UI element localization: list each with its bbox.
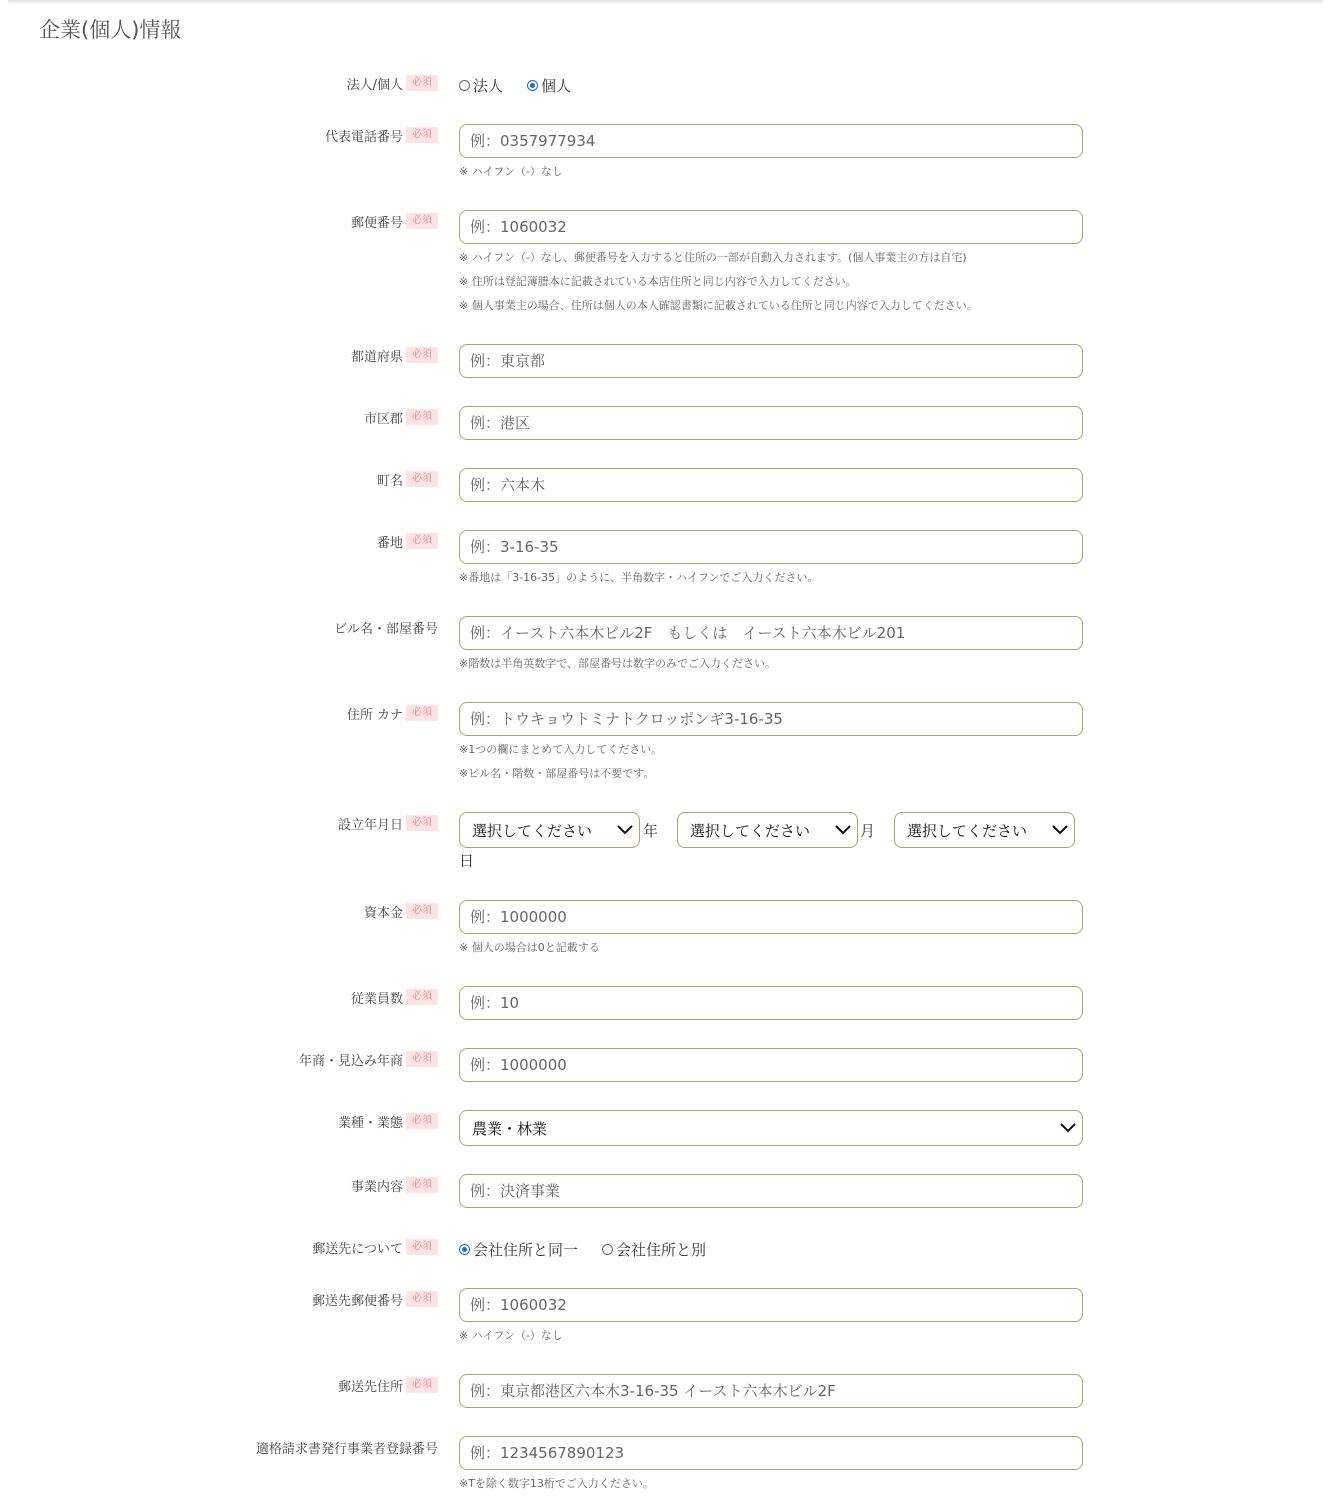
industry-value: 農業・林業 — [472, 1119, 548, 1138]
established-year-value: 選択してください — [472, 821, 593, 840]
required-badge: 必須 — [406, 75, 438, 91]
prefecture-input[interactable] — [459, 344, 1083, 378]
street-label: 番地 — [376, 535, 403, 551]
chevron-down-icon — [829, 820, 857, 840]
employees-label-wrap — [351, 988, 438, 1006]
day-unit: 日 — [459, 852, 475, 870]
entity-type-label-wrap — [347, 74, 438, 92]
radio-unchecked-icon[interactable] — [602, 1244, 613, 1255]
required-badge: 必須 — [406, 1113, 438, 1129]
annual-sales-label-wrap — [299, 1050, 438, 1068]
mail-address-label: 郵送先住所 — [337, 1379, 403, 1395]
postal-label-wrap — [351, 212, 438, 230]
radio-corporation-label: 法人 — [473, 76, 504, 95]
phone-input[interactable] — [459, 124, 1083, 158]
phone-label: 代表電話番号 — [324, 129, 403, 145]
established-day-select[interactable] — [894, 812, 1075, 848]
required-badge: 必須 — [406, 471, 438, 487]
mail-address-label-wrap — [338, 1376, 438, 1394]
radio-same-address[interactable] — [459, 1239, 578, 1260]
entity-type-radio-group — [459, 74, 571, 96]
mail-postal-label-wrap — [312, 1290, 438, 1308]
radio-unchecked-icon[interactable] — [459, 80, 470, 91]
chevron-down-icon — [1054, 1118, 1082, 1138]
entity-type-label: 法人/個人 — [346, 77, 403, 93]
address-kana-label: 住所 カナ — [346, 707, 403, 723]
established-year-select[interactable] — [459, 812, 640, 848]
radio-corporation[interactable] — [459, 75, 503, 96]
required-badge: 必須 — [406, 903, 438, 919]
postal-note-1: ※ ハイフン（-）なし、郵便番号を入力すると住所の一部が自動入力されます。(個人事業主の方は自宅) — [459, 251, 967, 264]
established-label: 設立年月日 — [337, 817, 403, 833]
required-badge: 必須 — [406, 127, 438, 143]
business-input[interactable] — [459, 1174, 1083, 1208]
required-badge: 必須 — [406, 533, 438, 549]
required-badge: 必須 — [406, 1239, 438, 1255]
town-label: 町名 — [376, 473, 403, 489]
city-label: 市区郡 — [363, 411, 403, 427]
required-badge: 必須 — [406, 1291, 438, 1307]
mail-address-input[interactable] — [459, 1374, 1083, 1408]
address-kana-label-wrap — [347, 704, 438, 722]
prefecture-label: 都道府県 — [350, 349, 403, 365]
mail-postal-label: 郵送先郵便番号 — [311, 1293, 403, 1309]
address-kana-note-2: ※ビル名・階数・部屋番号は不要です。 — [459, 767, 655, 780]
mailing-label-wrap — [312, 1238, 438, 1256]
employees-label: 従業員数 — [350, 991, 403, 1007]
invoice-number-note: ※Tを除く数字13桁でご入力ください。 — [459, 1477, 654, 1490]
postal-note-2: ※ 住所は登記簿謄本に記載されている本店住所と同じ内容で入力してください。 — [459, 275, 857, 288]
year-unit: 年 — [643, 822, 659, 840]
required-badge: 必須 — [406, 1377, 438, 1393]
prefecture-label-wrap — [351, 346, 438, 364]
annual-sales-label: 年商・見込み年商 — [298, 1053, 403, 1069]
required-badge: 必須 — [406, 705, 438, 721]
capital-input[interactable] — [459, 900, 1083, 934]
radio-different-address[interactable] — [602, 1239, 706, 1260]
capital-note: ※ 個人の場合は0と記載する — [459, 941, 600, 954]
city-label-wrap — [364, 408, 438, 426]
annual-sales-input[interactable] — [459, 1048, 1083, 1082]
chevron-down-icon — [611, 820, 639, 840]
mailing-radio-group — [459, 1238, 706, 1260]
postal-note-3: ※ 個人事業主の場合、住所は個人の本人確認書類に記載されている住所と同じ内容で入力してください。 — [459, 299, 978, 312]
radio-individual[interactable] — [527, 75, 571, 96]
established-month-select[interactable] — [677, 812, 858, 848]
month-unit: 月 — [860, 822, 876, 840]
section-title: 企業(個人)情報 — [39, 18, 182, 42]
phone-note: ※ ハイフン（-）なし — [459, 165, 563, 178]
radio-checked-icon[interactable] — [459, 1244, 470, 1255]
radio-different-address-label: 会社住所と別 — [616, 1240, 707, 1259]
street-note: ※番地は「3-16-35」のように、半角数字・ハイフンでご入力ください。 — [459, 571, 819, 584]
established-month-value: 選択してください — [690, 821, 811, 840]
building-note: ※階数は半角英数字で、部屋番号は数字のみでご入力ください。 — [459, 657, 776, 670]
building-input[interactable] — [459, 616, 1083, 650]
mail-postal-note: ※ ハイフン（-）なし — [459, 1329, 563, 1342]
chevron-down-icon — [1046, 820, 1074, 840]
phone-label-wrap — [325, 126, 438, 144]
town-input[interactable] — [459, 468, 1083, 502]
capital-label-wrap — [364, 902, 438, 920]
town-label-wrap — [377, 470, 438, 488]
mailing-label: 郵送先について — [312, 1241, 403, 1257]
established-label-wrap — [338, 814, 438, 832]
city-input[interactable] — [459, 406, 1083, 440]
business-label: 事業内容 — [350, 1179, 403, 1195]
industry-select[interactable] — [459, 1110, 1083, 1146]
street-input[interactable] — [459, 530, 1083, 564]
street-label-wrap — [377, 532, 438, 550]
required-badge: 必須 — [406, 1177, 438, 1193]
required-badge: 必須 — [406, 213, 438, 229]
mail-postal-input[interactable] — [459, 1288, 1083, 1322]
capital-label: 資本金 — [363, 905, 403, 921]
postal-label: 郵便番号 — [350, 215, 403, 231]
building-label-wrap — [334, 618, 438, 636]
employees-input[interactable] — [459, 986, 1083, 1020]
building-label: ビル名・部屋番号 — [333, 621, 438, 637]
required-badge: 必須 — [406, 409, 438, 425]
postal-input[interactable] — [459, 210, 1083, 244]
address-kana-input[interactable] — [459, 702, 1083, 736]
invoice-number-input[interactable] — [459, 1436, 1083, 1470]
radio-same-address-label: 会社住所と同一 — [473, 1240, 579, 1259]
established-day-value: 選択してください — [907, 821, 1028, 840]
top-divider — [8, 0, 1323, 2]
required-badge: 必須 — [406, 815, 438, 831]
required-badge: 必須 — [406, 1051, 438, 1067]
radio-individual-label: 個人 — [541, 76, 572, 95]
required-badge: 必須 — [406, 989, 438, 1005]
invoice-number-label-wrap — [256, 1438, 438, 1456]
invoice-number-label: 適格請求書発行事業者登録番号 — [255, 1441, 438, 1457]
industry-label-wrap — [338, 1112, 438, 1130]
required-badge: 必須 — [406, 347, 438, 363]
radio-checked-icon[interactable] — [527, 80, 538, 91]
business-label-wrap — [351, 1176, 438, 1194]
address-kana-note-1: ※1つの欄にまとめて入力してください。 — [459, 743, 663, 756]
industry-label: 業種・業態 — [337, 1115, 403, 1131]
